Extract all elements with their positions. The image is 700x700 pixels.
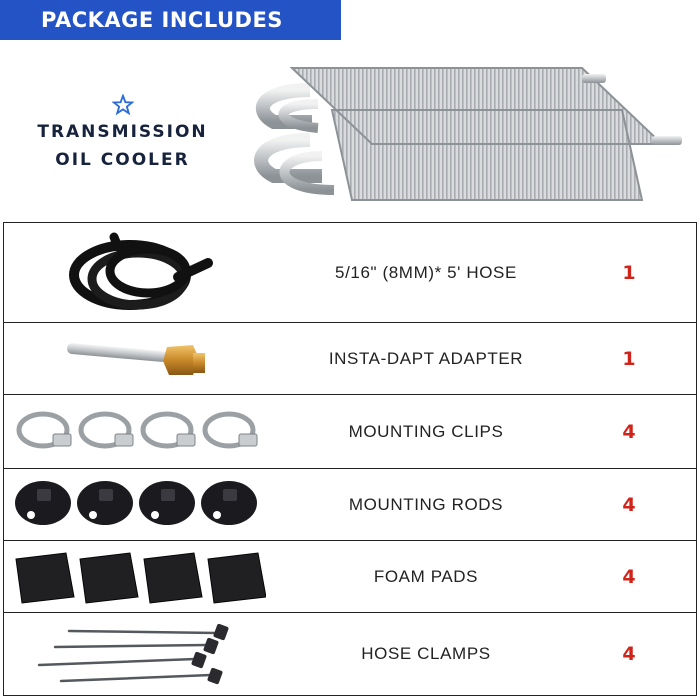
rod-icon — [13, 477, 263, 533]
mounting-rods-image — [4, 469, 271, 540]
featured-product-label — [20, 94, 225, 174]
item-name: INSTA-DAPT ADAPTER — [328, 348, 524, 368]
item-quantity: 1 — [622, 261, 636, 284]
clip-icon — [13, 404, 263, 460]
table-row — [4, 541, 696, 613]
item-name: 5/16" (8MM)* 5' HOSE — [335, 262, 517, 282]
table-row — [4, 323, 696, 395]
table-row — [4, 613, 696, 695]
item-name: FOAM PADS — [373, 566, 479, 586]
table-row — [4, 223, 696, 323]
adapter-icon — [63, 333, 213, 385]
hose-icon — [58, 227, 218, 319]
item-quantity: 4 — [622, 493, 636, 516]
package-includes-banner — [0, 0, 341, 40]
item-name: HOSE CLAMPS — [361, 644, 491, 663]
hose-image — [4, 223, 271, 322]
banner-title: PACKAGE INCLUDES — [41, 8, 283, 32]
package-contents-table — [3, 222, 697, 696]
table-row — [4, 395, 696, 469]
item-quantity: 4 — [622, 420, 636, 443]
adapter-image — [4, 323, 271, 394]
hose-clamp-icon — [33, 619, 243, 689]
mounting-clips-image — [4, 395, 271, 468]
transmission-oil-cooler-image — [222, 60, 692, 208]
item-quantity: 4 — [622, 643, 636, 665]
foam-pad-icon — [10, 549, 266, 605]
featured-label-line1: TRANSMISSION — [37, 122, 208, 142]
foam-pads-image — [4, 541, 271, 612]
item-name: MOUNTING CLIPS — [348, 421, 504, 441]
table-row — [4, 469, 696, 541]
star-icon — [112, 94, 134, 116]
item-quantity: 1 — [622, 347, 636, 370]
hose-clamps-image — [4, 613, 271, 695]
featured-label-line2: OIL COOLER — [55, 150, 190, 170]
item-quantity: 4 — [622, 565, 636, 588]
item-name: MOUNTING RODS — [348, 494, 504, 514]
